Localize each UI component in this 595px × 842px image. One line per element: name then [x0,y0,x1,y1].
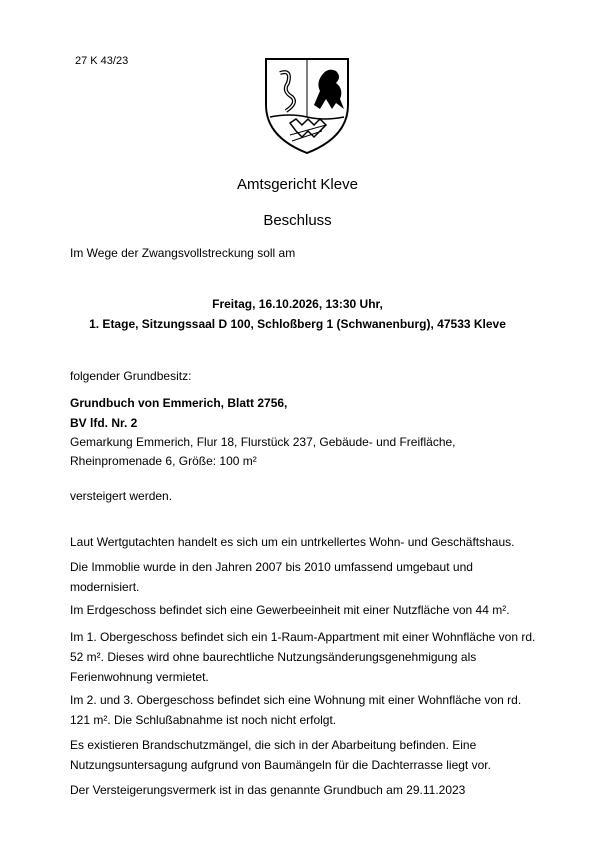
paragraph: Im Erdgeschoss befindet sich eine Gewerbeeinheit mit einer Nutzfläche von 44 m². [70,603,510,617]
appointment-date: Freitag, 16.10.2026, 13:30 Uhr, [212,297,383,311]
land-register-line: Grundbuch von Emmerich, Blatt 2756, [70,396,288,410]
address-line: Rheinpromenade 6, Größe: 100 m² [70,454,257,468]
court-name: Amtsgericht Kleve [237,176,358,193]
paragraph: Im 2. und 3. Obergeschoss befindet sich eine Wohnung mit einer Wohnfläche von rd. 121 m². Die Schlußabnahme ist noch nicht erfolgt. [70,693,522,727]
parcel-line: Gemarkung Emmerich, Flur 18, Flurstück 237, Gebäude- und Freifläche, [70,435,456,449]
intro-text: Im Wege der Zwangsvollstreckung soll am [70,246,296,260]
property-label: folgender Grundbesitz: [70,369,192,383]
case-number: 27 K 43/23 [75,55,129,67]
paragraph: Im 1. Obergeschoss befindet sich ein 1-Raum-Appartment mit einer Wohnfläche von rd. 52 m². Dieses wird ohne baurechtliche Nutzungsänderungsgenehmigung als Ferienwohnung vermietet. [70,630,536,684]
document-type: Beschluss [263,212,332,229]
paragraph: Es existieren Brandschutzmängel, die sich in der Abarbeitung befinden. Eine Nutzungsuntersagung aufgrund von Baumängeln für die Dachterrasse liegt vor. [70,738,491,772]
coat-of-arms-icon [262,55,352,155]
paragraph: Die Immoblie wurde in den Jahren 2007 bis 2010 umfassend umgebaut und modernisiert. [70,560,473,594]
bv-number-line: BV lfd. Nr. 2 [70,416,138,430]
paragraph: Laut Wertgutachten handelt es sich um ein untrkellertes Wohn- und Geschäftshaus. [70,535,515,549]
auction-phrase: versteigert werden. [70,489,173,503]
paragraph: Der Versteigerungsvermerk ist in das genannte Grundbuch am 29.11.2023 [70,783,466,797]
appointment-location: 1. Etage, Sitzungssaal D 100, Schloßberg 1 (Schwanenburg), 47533 Kleve [89,317,506,331]
